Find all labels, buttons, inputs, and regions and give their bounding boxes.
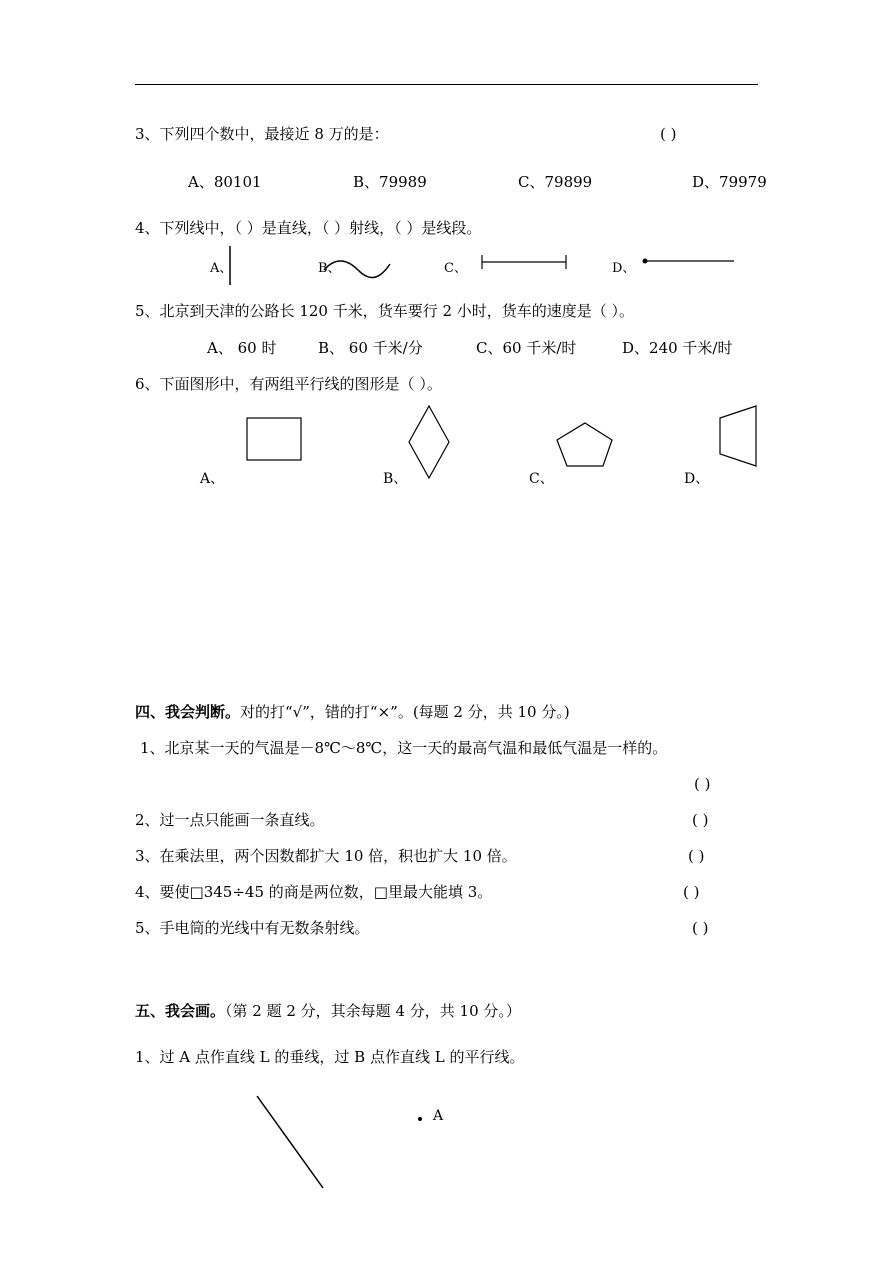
judge-item-1: 1、北京某一天的气温是－8℃～8℃，这一天的最高气温和最低气温是一样的。	[140, 739, 668, 757]
q4-label-d: D、	[612, 261, 636, 276]
q5-option-c: C、60 千米/时	[476, 339, 577, 357]
q5-option-d: D、240 千米/时	[622, 339, 733, 357]
q5-option-a: A、 60 时	[207, 339, 277, 357]
q3-option-d: D、79979	[692, 173, 767, 191]
q3-option-b: B、79989	[353, 173, 427, 191]
judge-item-2: 2、过一点只能画一条直线。	[135, 811, 325, 829]
judge-item-5: 5、手电筒的光线中有无数条射线。	[135, 919, 370, 937]
q4-label-c: C、	[444, 261, 467, 276]
q4-label-b: B、	[318, 261, 341, 276]
section5-heading: 五、我会画。	[135, 1002, 226, 1020]
q6-text: 6、下面图形中，有两组平行线的图形是（ ）。	[135, 375, 442, 393]
q5-text: 5、北京到天津的公路长 120 千米，货车要行 2 小时，货车的速度是（ ）。	[135, 302, 635, 320]
draw-item-1: 1、过 A 点作直线 L 的垂线，过 B 点作直线 L 的平行线。	[135, 1048, 525, 1066]
section4-heading: 四、我会判断。	[135, 703, 241, 721]
section4-instruction: 对的打“√”，错的打“×”。(每题 2 分，共 10 分。)	[240, 703, 570, 721]
judge-bracket-3[interactable]: ( )	[688, 847, 705, 865]
q3-option-a: A、80101	[188, 173, 262, 191]
judge-item-3: 3、在乘法里，两个因数都扩大 10 倍，积也扩大 10 倍。	[135, 847, 517, 865]
judge-bracket-2[interactable]: ( )	[692, 811, 709, 829]
q6-label-c: C、	[529, 471, 554, 487]
q3-text: 3、下列四个数中，最接近 8 万的是：	[135, 125, 389, 143]
q3-option-c: C、79899	[518, 173, 593, 191]
judge-bracket-5[interactable]: ( )	[692, 919, 709, 937]
q6-label-d: D、	[684, 471, 710, 487]
judge-bracket-1[interactable]: ( )	[694, 775, 711, 793]
judge-item-4: 4、要使□345÷45 的商是两位数，□里最大能填 3。	[135, 883, 493, 901]
judge-bracket-4[interactable]: ( )	[683, 883, 700, 901]
q5-option-b: B、 60 千米/分	[318, 339, 423, 357]
q6-label-a: A、	[200, 471, 225, 487]
point-a-label: A	[433, 1108, 444, 1124]
q6-label-b: B、	[383, 471, 408, 487]
section5-instruction: （第 2 题 2 分，其余每题 4 分，共 10 分。）	[225, 1002, 521, 1020]
q3-answer-bracket[interactable]: ( )	[660, 125, 677, 143]
q4-label-a: A、	[210, 261, 233, 276]
q4-text: 4、下列线中，（ ）是直线，（ ）射线，（ ）是线段。	[135, 219, 482, 237]
